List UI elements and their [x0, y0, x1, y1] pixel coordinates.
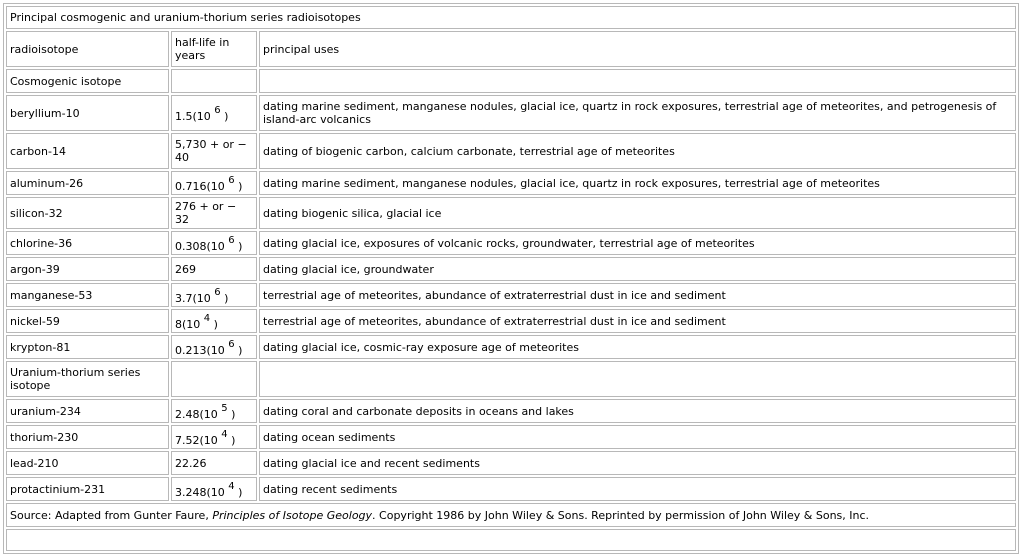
principal-uses: dating glacial ice and recent sediments [259, 451, 1016, 475]
half-life-exponent: 6 [228, 234, 235, 246]
header-principal-uses: principal uses [259, 31, 1016, 67]
half-life-exponent: 6 [214, 286, 221, 298]
half-life [171, 335, 257, 359]
table-row [6, 95, 1016, 131]
half-life [171, 309, 257, 333]
table-row [6, 257, 1016, 281]
isotope-name: krypton-81 [6, 335, 169, 359]
table-row [6, 133, 1016, 169]
half-life [171, 283, 257, 307]
principal-uses: dating glacial ice, cosmic-ray exposure age of meteorites [259, 335, 1016, 359]
half-life [171, 171, 257, 195]
header-row [6, 31, 1016, 67]
section-row-uranium-thorium [6, 361, 1016, 397]
principal-uses: terrestrial age of meteorites, abundance of extraterrestrial dust in ice and sediment [259, 309, 1016, 333]
half-life-mantissa: 7.52(10 [175, 433, 218, 447]
half-life-mantissa: 0.213(10 [175, 343, 225, 357]
half-life-close: ) [224, 109, 229, 123]
half-life [171, 95, 257, 131]
isotope-name: aluminum-26 [6, 171, 169, 195]
half-life-mantissa: 8(10 [175, 317, 201, 331]
principal-uses: dating coral and carbonate deposits in oceans and lakes [259, 399, 1016, 423]
source-note [6, 503, 1016, 527]
empty-cell [259, 361, 1016, 397]
half-life-exponent: 6 [228, 338, 235, 350]
table-body [6, 6, 1016, 551]
half-life-mantissa: 2.48(10 [175, 407, 218, 421]
table-row [6, 425, 1016, 449]
section-label-uranium-thorium: Uranium-thorium series isotope [6, 361, 169, 397]
half-life-close: ) [213, 317, 218, 331]
isotope-name: manganese-53 [6, 283, 169, 307]
isotope-name: silicon-32 [6, 197, 169, 229]
isotope-name: argon-39 [6, 257, 169, 281]
section-label-cosmogenic: Cosmogenic isotope [6, 69, 169, 93]
isotope-name: beryllium-10 [6, 95, 169, 131]
half-life-close: ) [238, 239, 243, 253]
isotope-name: protactinium-231 [6, 477, 169, 501]
isotope-name: chlorine-36 [6, 231, 169, 255]
half-life-close: ) [238, 179, 243, 193]
principal-uses: dating ocean sediments [259, 425, 1016, 449]
principal-uses: dating of biogenic carbon, calcium carbonate, terrestrial age of meteorites [259, 133, 1016, 169]
isotope-name: nickel-59 [6, 309, 169, 333]
caption-row [6, 6, 1016, 29]
half-life-mantissa: 3.7(10 [175, 291, 211, 305]
principal-uses: dating biogenic silica, glacial ice [259, 197, 1016, 229]
header-radioisotope: radioisotope [6, 31, 169, 67]
table-row [6, 171, 1016, 195]
header-half-life: half-life in years [171, 31, 257, 67]
half-life-close: ) [224, 291, 229, 305]
empty-cell [171, 361, 257, 397]
isotope-name: uranium-234 [6, 399, 169, 423]
half-life: 269 [171, 257, 257, 281]
source-row [6, 503, 1016, 527]
table-row [6, 309, 1016, 333]
principal-uses: dating marine sediment, manganese nodules, glacial ice, quartz in rock exposures, terrestrial age of meteorites [259, 171, 1016, 195]
empty-cell [171, 69, 257, 93]
half-life-exponent: 6 [228, 174, 235, 186]
half-life-close: ) [238, 343, 243, 357]
isotope-name: lead-210 [6, 451, 169, 475]
principal-uses: dating marine sediment, manganese nodules, glacial ice, quartz in rock exposures, terrestrial age of meteorites, and petrogenesis of island-arc volcanics [259, 95, 1016, 131]
half-life-close: ) [238, 485, 243, 499]
principal-uses: dating glacial ice, groundwater [259, 257, 1016, 281]
half-life-mantissa: 3.248(10 [175, 485, 225, 499]
half-life-mantissa: 1.5(10 [175, 109, 211, 123]
table-row [6, 231, 1016, 255]
source-suffix: . Copyright 1986 by John Wiley & Sons. Reprinted by permission of John Wiley & Sons, Inc. [372, 508, 870, 522]
half-life [171, 399, 257, 423]
half-life [171, 477, 257, 501]
table-row [6, 335, 1016, 359]
half-life-mantissa: 0.716(10 [175, 179, 225, 193]
source-prefix: Source: Adapted from Gunter Faure, [10, 508, 213, 522]
half-life: 5,730 + or − 40 [171, 133, 257, 169]
table-row [6, 197, 1016, 229]
section-row-cosmogenic [6, 69, 1016, 93]
principal-uses: terrestrial age of meteorites, abundance of extraterrestrial dust in ice and sediment [259, 283, 1016, 307]
table-caption: Principal cosmogenic and uranium-thorium series radioisotopes [6, 6, 1016, 29]
half-life-close: ) [231, 407, 236, 421]
empty-footer-row [6, 529, 1016, 551]
half-life [171, 425, 257, 449]
half-life-exponent: 4 [228, 480, 235, 492]
isotope-name: thorium-230 [6, 425, 169, 449]
empty-cell [259, 69, 1016, 93]
table-row [6, 451, 1016, 475]
isotope-name: carbon-14 [6, 133, 169, 169]
table-row [6, 399, 1016, 423]
principal-uses: dating recent sediments [259, 477, 1016, 501]
radioisotopes-table [3, 3, 1019, 554]
table-row [6, 477, 1016, 501]
half-life-mantissa: 0.308(10 [175, 239, 225, 253]
half-life [171, 231, 257, 255]
half-life: 22.26 [171, 451, 257, 475]
half-life-exponent: 6 [214, 104, 221, 116]
table-row [6, 283, 1016, 307]
half-life-exponent: 4 [203, 312, 211, 324]
half-life: 276 + or − 32 [171, 197, 257, 229]
half-life-close: ) [231, 433, 236, 447]
principal-uses: dating glacial ice, exposures of volcanic rocks, groundwater, terrestrial age of meteorites [259, 231, 1016, 255]
half-life-exponent: 4 [221, 428, 228, 440]
empty-cell [6, 529, 1016, 551]
source-book-title: Principles of Isotope Geology [212, 508, 373, 522]
half-life-exponent: 5 [221, 402, 228, 414]
